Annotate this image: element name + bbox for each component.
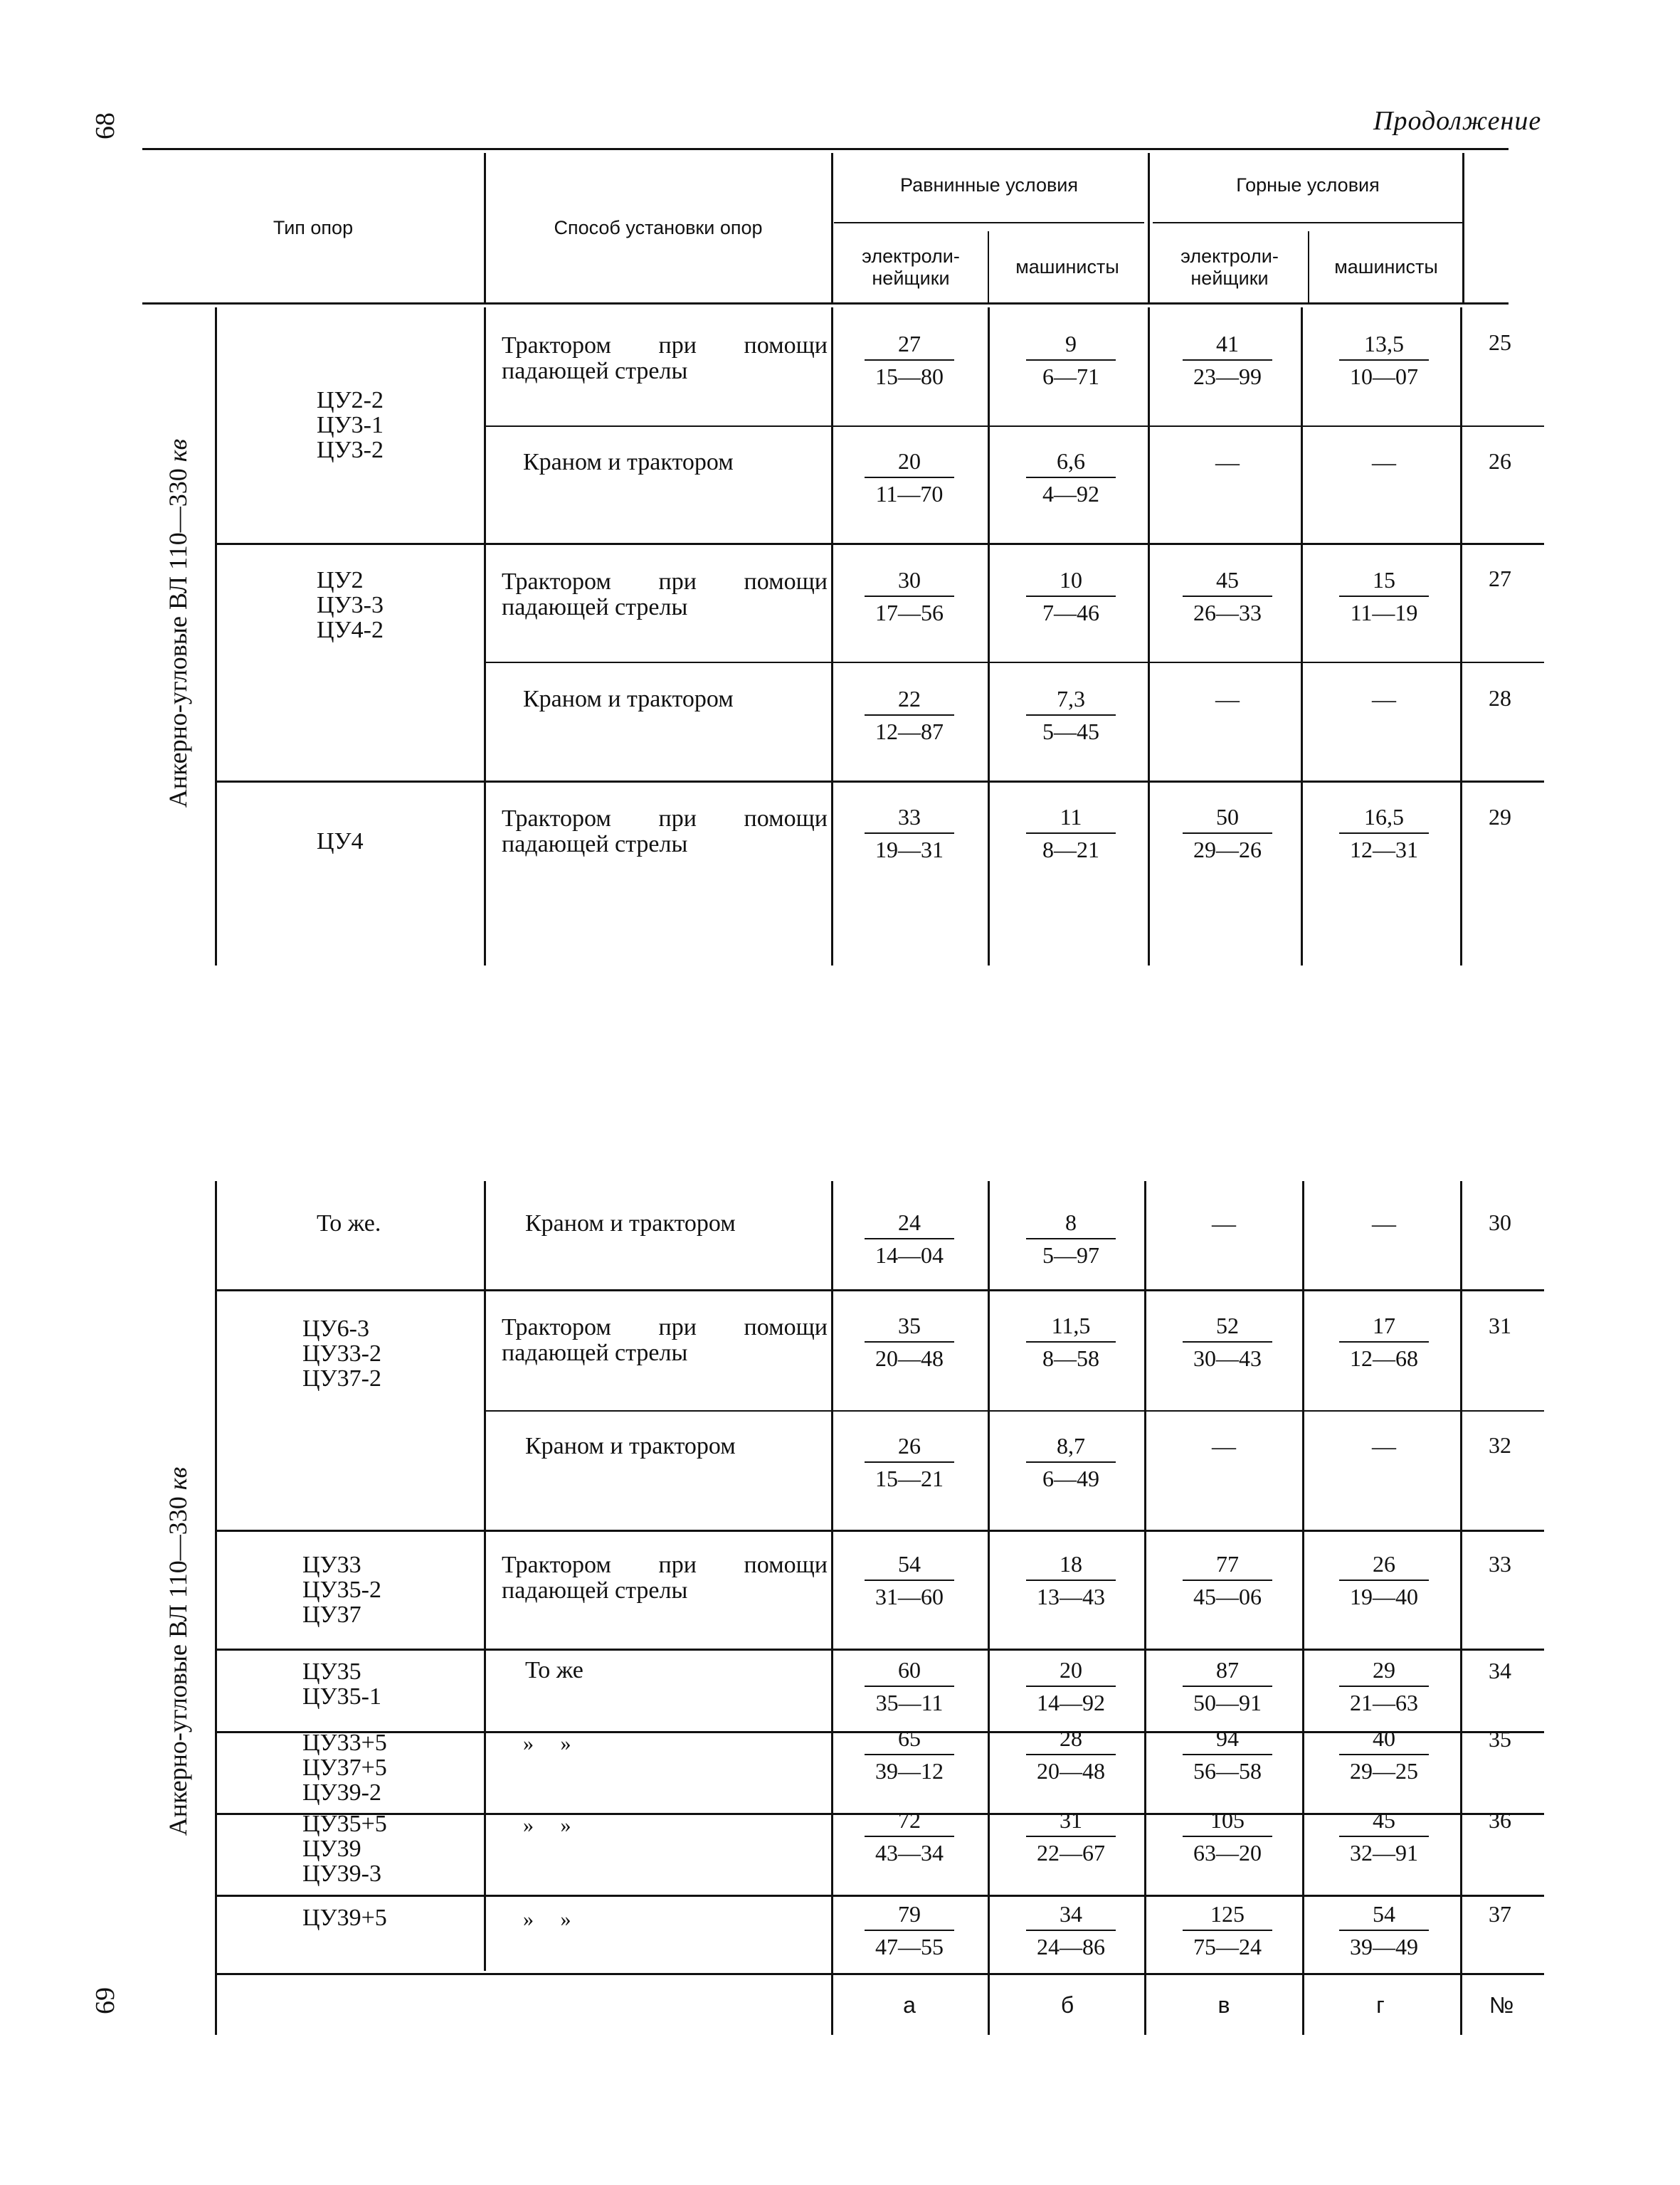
- value-mountain-machinists: 29 21—63: [1331, 1656, 1437, 1717]
- value-mountain-machinists: —: [1372, 687, 1396, 713]
- value-mountain-machinists: —: [1372, 450, 1396, 476]
- value-mountain-machinists: 26 19—40: [1331, 1550, 1437, 1611]
- row-number: 37: [1489, 1901, 1511, 1927]
- value-plain-machinists: 10 7—46: [1018, 566, 1124, 627]
- value-mountain-electricians: 45 26—33: [1174, 566, 1281, 627]
- type-cell: ЦУ2 ЦУ3-3 ЦУ4-2: [317, 567, 384, 643]
- type-cell: ЦУ39+5: [302, 1905, 387, 1931]
- row-number: 33: [1489, 1551, 1511, 1577]
- value-plain-electricians: 27 15—80: [856, 329, 963, 391]
- type-cell: ЦУ35+5 ЦУ39 ЦУ39-3: [302, 1811, 387, 1887]
- value-plain-machinists: 18 13—43: [1018, 1550, 1124, 1611]
- value-mountain-machinists: 15 11—19: [1331, 566, 1437, 627]
- value-mountain-electricians: 87 50—91: [1174, 1656, 1281, 1717]
- page-number-top: 68: [90, 112, 120, 139]
- value-plain-electricians: 33 19—31: [856, 803, 963, 864]
- row-number: 36: [1489, 1807, 1511, 1833]
- value-plain-machinists: 8 5—97: [1018, 1208, 1124, 1269]
- header-method: Способ установки опор: [554, 217, 763, 238]
- section-label-lower: Анкерно-угловые ВЛ 110—330 кв: [164, 1466, 192, 1836]
- value-mountain-machinists: 45 32—91: [1331, 1806, 1437, 1867]
- value-mountain-electricians: 94 56—58: [1174, 1724, 1281, 1785]
- value-mountain-electricians: 125 75—24: [1174, 1900, 1281, 1961]
- footer-col-g: г: [1376, 1992, 1385, 2018]
- value-plain-machinists: 34 24—86: [1018, 1900, 1124, 1961]
- value-mountain-electricians: 105 63—20: [1174, 1806, 1281, 1867]
- value-mountain-machinists: 16,5 12—31: [1331, 803, 1437, 864]
- value-plain-electricians: 65 39—12: [856, 1724, 963, 1785]
- value-plain-machinists: 31 22—67: [1018, 1806, 1124, 1867]
- value-mountain-electricians: 77 45—06: [1174, 1550, 1281, 1611]
- row-number: 35: [1489, 1726, 1511, 1752]
- method-cell: Краном и трактором: [525, 1433, 736, 1459]
- header-mountain-machinists: машинисты: [1334, 256, 1438, 277]
- row-number: 34: [1489, 1658, 1511, 1683]
- type-cell: ЦУ6-3 ЦУ33-2 ЦУ37-2: [302, 1316, 381, 1392]
- value-mountain-machinists: 13,5 10—07: [1331, 329, 1437, 391]
- type-cell: ЦУ2-2 ЦУ3-1 ЦУ3-2: [317, 387, 384, 463]
- method-cell: Трактором при помощи падающей стрелы: [502, 805, 828, 857]
- row-number: 27: [1489, 566, 1511, 591]
- header-plain: Равнинные условия: [899, 174, 1079, 196]
- value-plain-machinists: 28 20—48: [1018, 1724, 1124, 1785]
- page-number-bottom: 69: [90, 1987, 120, 2014]
- value-mountain-electricians: 41 23—99: [1174, 329, 1281, 391]
- value-mountain-electricians: 50 29—26: [1174, 803, 1281, 864]
- method-cell: » »: [523, 1814, 571, 1837]
- value-mountain-electricians: —: [1212, 1211, 1236, 1237]
- value-plain-electricians: 72 43—34: [856, 1806, 963, 1867]
- method-cell: Трактором при помощи падающей стрелы: [502, 332, 828, 384]
- header-mountain-electricians: электроли- нейщики: [1180, 245, 1279, 290]
- type-cell: ЦУ33 ЦУ35-2 ЦУ37: [302, 1552, 381, 1628]
- continuation-label: Продолжение: [1373, 106, 1542, 136]
- type-cell: ЦУ4: [317, 828, 364, 855]
- method-cell: » »: [523, 1908, 571, 1931]
- value-plain-machinists: 6,6 4—92: [1018, 447, 1124, 508]
- header-mountain: Горные условия: [1236, 174, 1380, 196]
- value-plain-machinists: 11 8—21: [1018, 803, 1124, 864]
- value-mountain-electricians: —: [1212, 1434, 1236, 1460]
- value-plain-electricians: 35 20—48: [856, 1311, 963, 1372]
- row-number: 32: [1489, 1432, 1511, 1458]
- method-cell: » »: [523, 1732, 571, 1755]
- type-cell: То же.: [317, 1210, 381, 1237]
- value-plain-machinists: 11,5 8—58: [1018, 1311, 1124, 1372]
- value-plain-electricians: 79 47—55: [856, 1900, 963, 1961]
- type-cell: ЦУ35 ЦУ35-1: [302, 1658, 381, 1710]
- row-number: 28: [1489, 685, 1511, 711]
- footer-col-b: б: [1060, 1992, 1074, 2018]
- value-plain-machinists: 8,7 6—49: [1018, 1432, 1124, 1493]
- header-type: Тип опор: [273, 217, 354, 238]
- header-plain-electricians: электроли- нейщики: [862, 245, 960, 290]
- value-plain-electricians: 22 12—87: [856, 684, 963, 746]
- value-mountain-electricians: —: [1215, 687, 1240, 713]
- row-number: 29: [1489, 804, 1511, 830]
- value-plain-machinists: 20 14—92: [1018, 1656, 1124, 1717]
- type-cell: ЦУ33+5 ЦУ37+5 ЦУ39-2: [302, 1730, 387, 1806]
- method-cell: Трактором при помощи падающей стрелы: [502, 1552, 828, 1604]
- value-mountain-electricians: 52 30—43: [1174, 1311, 1281, 1372]
- footer-col-v: в: [1217, 1992, 1230, 2018]
- footer-col-number: №: [1489, 1992, 1514, 2018]
- header-plain-machinists: машинисты: [1015, 256, 1119, 277]
- value-plain-electricians: 24 14—04: [856, 1208, 963, 1269]
- row-number: 25: [1489, 329, 1511, 355]
- row-number: 31: [1489, 1313, 1511, 1338]
- value-mountain-machinists: 17 12—68: [1331, 1311, 1437, 1372]
- method-cell: Краном и трактором: [525, 1210, 736, 1237]
- method-cell: Трактором при помощи падающей стрелы: [502, 1314, 828, 1366]
- value-plain-machinists: 9 6—71: [1018, 329, 1124, 391]
- footer-col-a: а: [903, 1992, 916, 2018]
- value-plain-electricians: 54 31—60: [856, 1550, 963, 1611]
- value-mountain-machinists: 40 29—25: [1331, 1724, 1437, 1785]
- value-mountain-machinists: 54 39—49: [1331, 1900, 1437, 1961]
- section-label-upper: Анкерно-угловые ВЛ 110—330 кв: [164, 438, 192, 808]
- value-plain-electricians: 26 15—21: [856, 1432, 963, 1493]
- method-cell: Трактором при помощи падающей стрелы: [502, 568, 828, 620]
- method-cell: То же: [525, 1657, 583, 1683]
- value-plain-machinists: 7,3 5—45: [1018, 684, 1124, 746]
- row-number: 26: [1489, 448, 1511, 474]
- value-mountain-machinists: —: [1372, 1434, 1396, 1460]
- value-plain-electricians: 60 35—11: [856, 1656, 963, 1717]
- row-number: 30: [1489, 1210, 1511, 1235]
- method-cell: Краном и трактором: [523, 449, 734, 475]
- value-mountain-machinists: —: [1372, 1211, 1396, 1237]
- method-cell: Краном и трактором: [523, 686, 734, 712]
- value-plain-electricians: 20 11—70: [856, 447, 963, 508]
- value-mountain-electricians: —: [1215, 450, 1240, 476]
- value-plain-electricians: 30 17—56: [856, 566, 963, 627]
